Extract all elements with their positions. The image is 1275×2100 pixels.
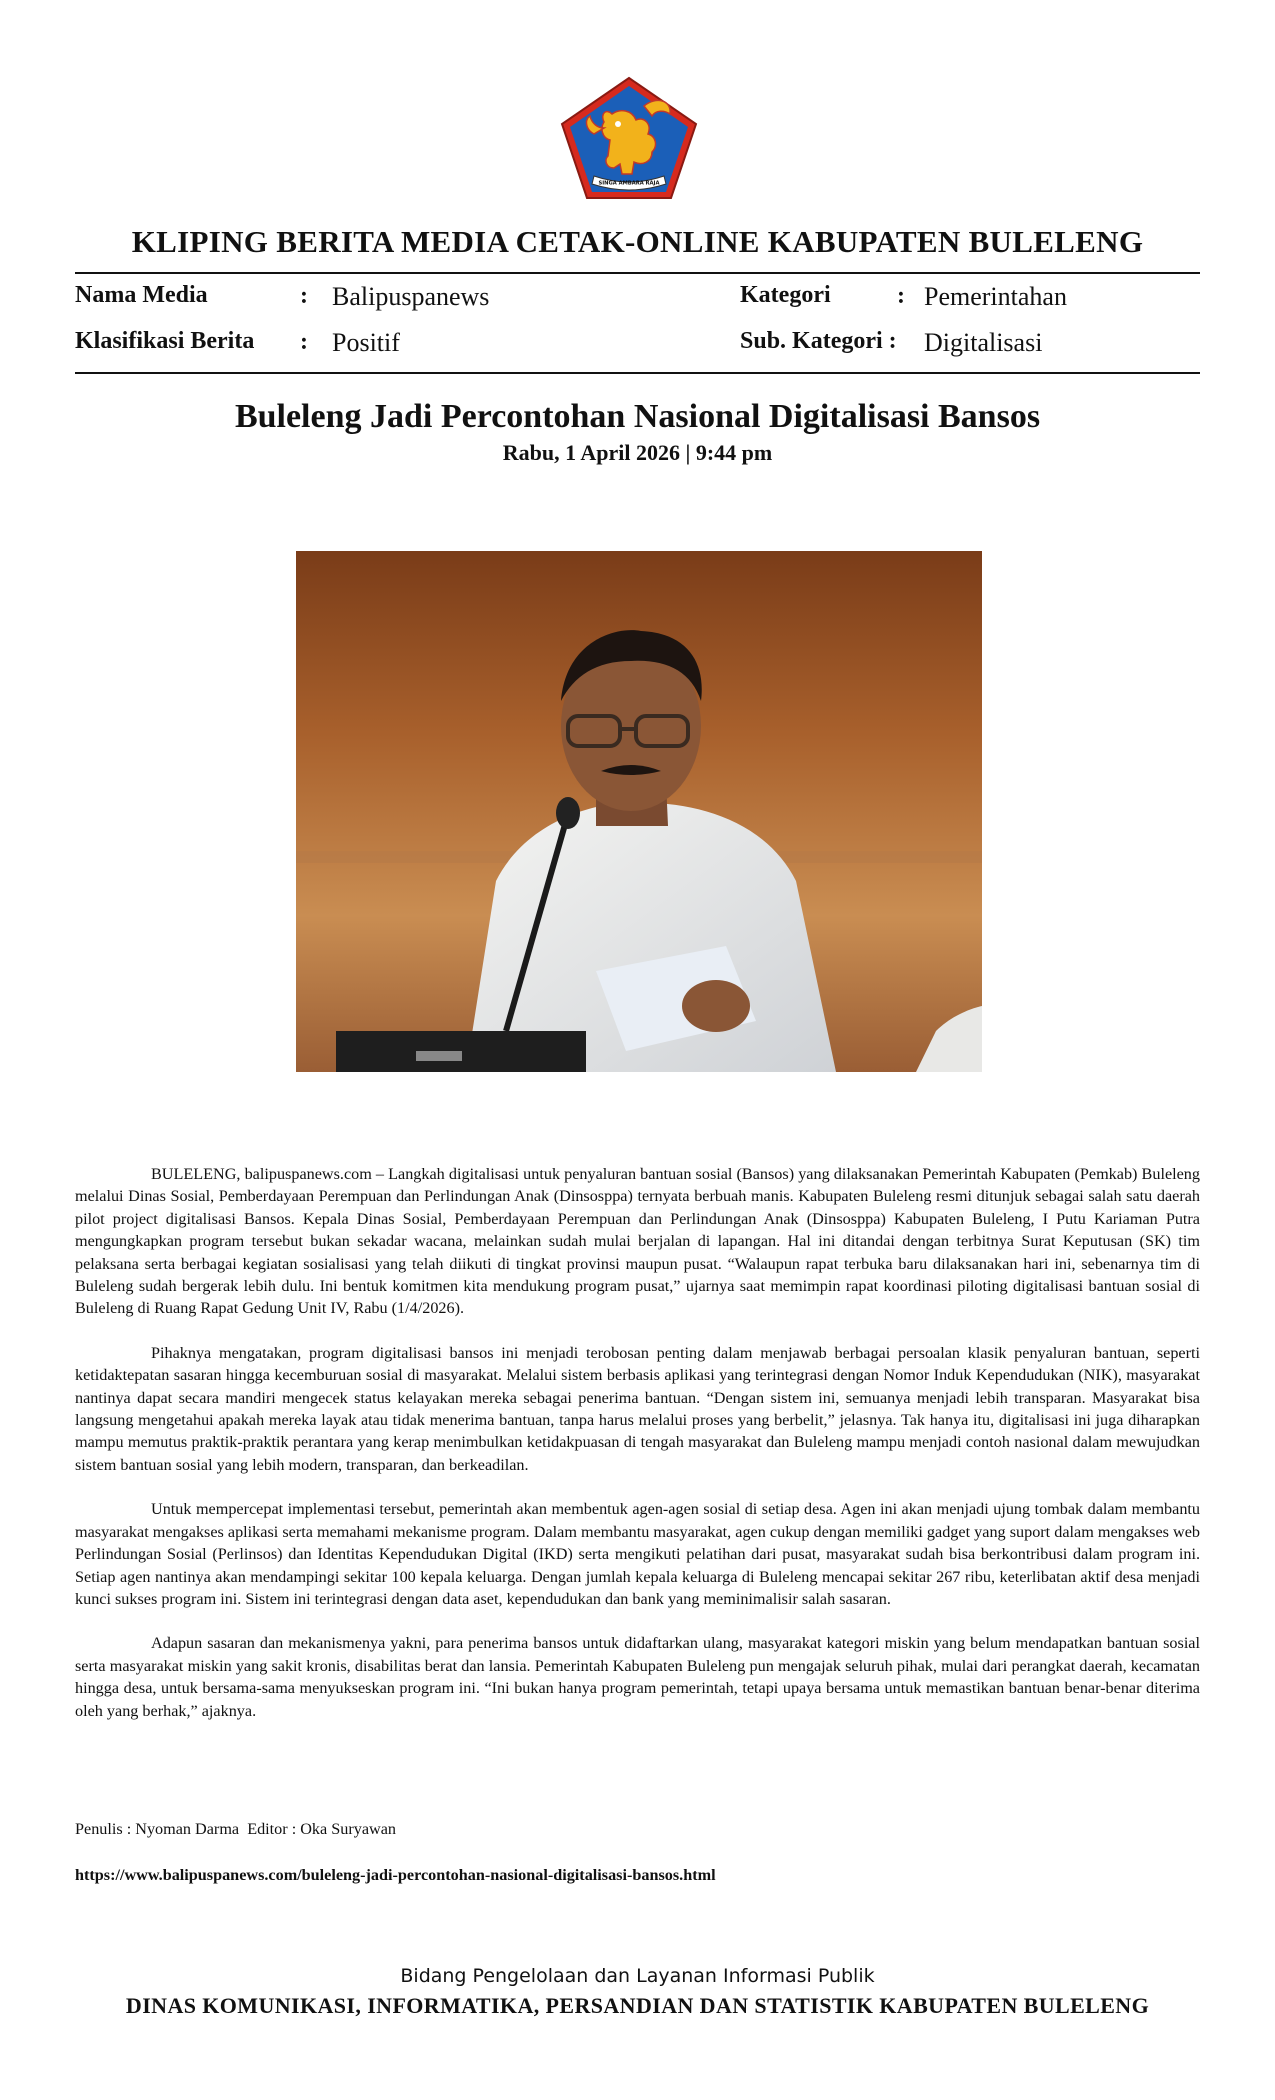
klasifikasi-colon: : xyxy=(300,329,308,355)
article-paragraph-2: Pihaknya mengatakan, program digitalisasi bansos ini menjadi terobosan penting dalam menjawab berbagai persoalan klasik penyaluran bantuan, seperti ketidaktepatan sasaran hingga kecemburuan sosial di masyarakat. Melalui sistem berbasis aplikasi yang terintegrasi dengan Nomor Induk Kependudukan (NIK), masyarakat nantinya dapat secara mandiri mengecek status kelayakan mereka sebagai penerima bantuan. “Dengan sistem ini, semuanya menjadi lebih transparan. Masyarakat bisa langsung mengetahui apakah mereka layak atau tidak menerima bantuan, tanpa harus melalui proses yang berbelit,” jelasnya. Tak hanya itu, digitalisasi ini juga diharapkan mampu memutus praktik-praktik perantara yang kerap menimbulkan ketidakpuasan di tengah masyarakat dan Buleleng mampu menjadi contoh nasional dalam mewujudkan sistem bantuan sosial yang lebih modern, transparan, dan berkeadilan. xyxy=(75,1343,1200,1474)
kategori-label: Kategori xyxy=(740,282,831,308)
article-body xyxy=(75,1163,1200,1744)
source-url-link[interactable]: https://www.balipuspanews.com/buleleng-jadi-percontohan-nasional-digitalisasi-bansos.html xyxy=(75,1866,716,1884)
article-photo xyxy=(296,551,982,1072)
header-divider-top xyxy=(75,272,1200,274)
header-divider-bottom xyxy=(75,372,1200,374)
logo-motto: SINGA AMBARA RAJA xyxy=(598,180,660,187)
article-paragraph-4: Adapun sasaran dan mekanismenya yakni, para penerima bansos untuk didaftarkan ulang, masyarakat kategori miskin yang belum mendapatkan bantuan sosial serta masyarakat miskin yang sakit kronis, disabilitas berat dan lansia. Pemerintah Kabupaten Buleleng pun mengajak seluruh pihak, mulai dari perangkat daerah, kecamatan hingga desa, untuk bersama-sama menyukseskan program ini. “Ini bukan hanya program pemerintah, tetapi upaya bersama untuk memastikan bantuan benar-benar diterima oleh yang berhak,” ajaknya. xyxy=(75,1634,1200,1720)
sub-kategori-value: Digitalisasi xyxy=(924,328,1043,357)
article-date: Rabu, 1 April 2026 | 9:44 pm xyxy=(502,440,773,465)
sub-kategori-label: Sub. Kategori : xyxy=(740,328,897,354)
footer-division: Bidang Pengelolaan dan Layanan Informasi Publik xyxy=(400,1965,875,1987)
kategori-colon: : xyxy=(897,283,905,309)
nama-media-colon: : xyxy=(300,283,308,309)
article-paragraph-1: BULELENG, balipuspanews.com – Langkah digitalisasi untuk penyaluran bantuan sosial (Bansos) yang dilaksanakan Pemerintah Kabupaten (Pemkab) Buleleng melalui Dinas Sosial, Pemberdayaan Perempuan dan Perlindungan Anak (Dinsosppa) ternyata berbuah manis. Kabupaten Buleleng resmi ditunjuk sebagai salah satu daerah pilot project digitalisasi Bansos. Kepala Dinas Sosial, Pemberdayaan Perempuan dan Perlindungan Anak (Dinsosppa) Kabupaten Buleleng, I Putu Kariaman Putra mengungkapkan program tersebut bukan sekadar wacana, melainkan sudah mulai berjalan di lapangan. Hal ini ditandai dengan terbitnya Surat Keputusan (SK) tim pelaksana serta berbagai kegiatan sosialisasi yang telah diikuti di tingkat provinsi maupun pusat. “Walaupun rapat terbuka baru dilaksanakan hari ini, sebenarnya tim di Buleleng sudah bergerak lebih dulu. Ini bentuk komitmen kita mendukung program pusat,” ujarnya saat memimpin rapat koordinasi piloting digitalisasi bantuan sosial di Buleleng di Ruang Rapat Gedung Unit IV, Rabu (1/4/2026). xyxy=(75,1165,1200,1318)
kategori-value: Pemerintahan xyxy=(924,282,1067,311)
article-paragraph-3: Untuk mempercepat implementasi tersebut, pemerintah akan membentuk agen-agen sosial di setiap desa. Agen ini akan menjadi ujung tombak dalam membantu masyarakat mengakses aplikasi serta memahami mekanisme program. Dalam membantu masyarakat, agen cukup dengan memiliki gadget yang suport dalam mengakses web Perlindungan Sosial (Perlinsos) dan Identitas Kependudukan Digital (IKD) serta mengikuti pelatihan dari pusat, masyarakat sudah bisa berkontribusi dalam program ini. Setiap agen nantinya akan mendampingi sekitar 100 kepala keluarga. Dengan jumlah kepala keluarga di Buleleng mencapai sekitar 267 ribu, keterlibatan aktif desa menjadi kunci sukses program ini. Sistem ini terintegrasi dengan data aset, kependudukan dan bank yang meminimalisir salah sasaran. xyxy=(75,1500,1200,1608)
buleleng-crest-logo xyxy=(560,76,698,200)
klasifikasi-label: Klasifikasi Berita xyxy=(75,328,255,354)
article-credits: Penulis : Nyoman Darma Editor : Oka Suryawan xyxy=(75,1820,396,1838)
klasifikasi-value: Positif xyxy=(332,328,400,357)
nama-media-label: Nama Media xyxy=(75,282,208,308)
footer-agency: DINAS KOMUNIKASI, INFORMATIKA, PERSANDIAN DAN STATISTIK KABUPATEN BULELENG xyxy=(125,1993,1150,2018)
article-title: Buleleng Jadi Percontohan Nasional Digitalisasi Bansos xyxy=(234,398,1041,435)
clipping-header-title: KLIPING BERITA MEDIA CETAK-ONLINE KABUPATEN BULELENG xyxy=(131,224,1144,259)
nama-media-value: Balipuspanews xyxy=(332,282,490,311)
